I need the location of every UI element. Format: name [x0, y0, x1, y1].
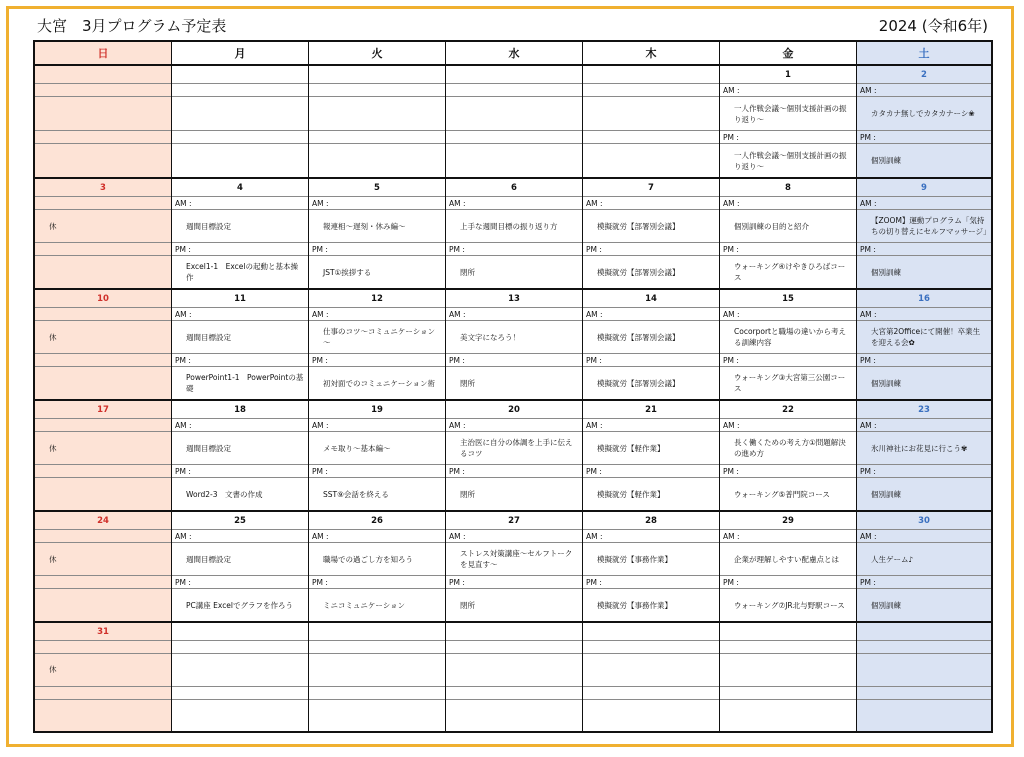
am-program: 模擬就労【軽作業】	[583, 432, 719, 465]
date-number: 9	[857, 179, 991, 197]
pm-label: PM :	[172, 243, 308, 256]
date-number	[857, 623, 991, 641]
date-number: 29	[720, 512, 856, 530]
date-number: 19	[309, 401, 445, 419]
am-program	[720, 654, 856, 687]
pm-program: ミニコミュニケーション	[323, 600, 406, 610]
day-cell	[309, 66, 445, 179]
pm-label: PM :	[446, 243, 582, 256]
am-program: 【ZOOM】運動プログラム「気持ちの切り替えにセルフマッサージ」	[857, 210, 991, 243]
am-label: AM :	[446, 197, 582, 210]
day-column	[445, 42, 582, 731]
date-number: 17	[35, 401, 171, 419]
day-cell	[35, 66, 171, 179]
am-program: 主治医に自分の体調を上手に伝えるコツ	[446, 432, 582, 465]
pm-program	[720, 700, 856, 732]
am-label	[857, 641, 991, 654]
am-label: AM :	[309, 308, 445, 321]
pm-program: 模擬就労【事務作業】	[597, 600, 672, 610]
day-cell	[309, 512, 445, 623]
date-number: 13	[446, 290, 582, 308]
am-label	[35, 197, 171, 210]
pm-program	[35, 478, 171, 510]
am-label	[35, 530, 171, 543]
pm-label: PM :	[309, 465, 445, 478]
pm-program: Excel1-1 Excelの起動と基本操作	[186, 262, 298, 282]
date-number: 31	[35, 623, 171, 641]
pm-program: SST⑨会話を終える	[323, 489, 389, 499]
am-label: AM :	[172, 308, 308, 321]
day-cell	[35, 623, 171, 731]
pm-label	[446, 687, 582, 700]
date-number	[720, 623, 856, 641]
date-number: 18	[172, 401, 308, 419]
pm-program	[583, 700, 719, 732]
day-cell	[446, 401, 582, 512]
am-label: AM :	[857, 419, 991, 432]
pm-program: 個別訓練	[871, 489, 901, 499]
pm-label: PM :	[857, 465, 991, 478]
pm-program: ウォーキング③大宮第三公園コース	[734, 373, 846, 393]
day-cell	[446, 179, 582, 290]
am-label	[446, 84, 582, 97]
day-cell	[583, 512, 719, 623]
pm-program: ウォーキング⑦JR北与野駅コース	[734, 600, 845, 610]
date-number	[583, 66, 719, 84]
pm-program	[583, 144, 719, 177]
am-program: 企業が理解しやすい配慮点とは	[720, 543, 856, 576]
day-column	[582, 42, 719, 731]
calendar-grid	[33, 40, 993, 733]
pm-label: PM :	[446, 465, 582, 478]
am-label	[35, 419, 171, 432]
pm-label: PM :	[172, 465, 308, 478]
day-column	[308, 42, 445, 731]
pm-program: JST①挨拶する	[323, 267, 372, 277]
am-program: 模擬就労【部署別会議】	[583, 210, 719, 243]
am-label: AM :	[172, 530, 308, 543]
am-label: AM :	[583, 530, 719, 543]
pm-program: 閉所	[460, 489, 475, 499]
am-program	[446, 654, 582, 687]
am-label	[35, 308, 171, 321]
day-cell	[35, 401, 171, 512]
day-cell	[583, 66, 719, 179]
weekday-header: 水	[446, 42, 582, 66]
pm-label	[35, 354, 171, 367]
date-number: 1	[720, 66, 856, 84]
pm-label: PM :	[857, 576, 991, 589]
am-program	[857, 654, 991, 687]
pm-program: 模擬就労【軽作業】	[597, 489, 665, 499]
pm-label: PM :	[857, 354, 991, 367]
date-number	[309, 66, 445, 84]
day-cell	[857, 290, 991, 401]
day-cell	[720, 290, 856, 401]
am-program	[172, 654, 308, 687]
day-column	[35, 42, 171, 731]
date-number: 3	[35, 179, 171, 197]
am-label: AM :	[720, 530, 856, 543]
date-number: 6	[446, 179, 582, 197]
am-program: Cocorportと職場の違いから考える訓練内容	[720, 321, 856, 354]
pm-program: 閉所	[460, 378, 475, 388]
am-label: AM :	[446, 419, 582, 432]
pm-program: 模擬就労【部署別会議】	[597, 378, 680, 388]
date-number: 30	[857, 512, 991, 530]
am-program: 職場での過ごし方を知ろう	[309, 543, 445, 576]
date-number: 25	[172, 512, 308, 530]
date-number: 22	[720, 401, 856, 419]
am-label: AM :	[446, 530, 582, 543]
pm-label	[172, 687, 308, 700]
am-label	[583, 84, 719, 97]
pm-program	[35, 144, 171, 177]
pm-label	[583, 131, 719, 144]
pm-label: PM :	[583, 465, 719, 478]
day-cell	[35, 179, 171, 290]
day-cell	[172, 401, 308, 512]
pm-program: 個別訓練	[871, 600, 901, 610]
day-cell	[309, 401, 445, 512]
page-title: 大宮 3月プログラム予定表	[37, 17, 227, 35]
am-label: AM :	[583, 308, 719, 321]
am-program	[583, 654, 719, 687]
date-number: 23	[857, 401, 991, 419]
date-number: 26	[309, 512, 445, 530]
day-cell	[720, 401, 856, 512]
pm-label: PM :	[172, 354, 308, 367]
pm-program: 閉所	[460, 267, 475, 277]
day-cell	[172, 179, 308, 290]
day-cell	[583, 401, 719, 512]
date-number: 20	[446, 401, 582, 419]
pm-label: PM :	[583, 576, 719, 589]
am-program: ストレス対策講座～セルフトークを見直す～	[446, 543, 582, 576]
pm-label: PM :	[720, 465, 856, 478]
pm-label	[583, 687, 719, 700]
date-number: 8	[720, 179, 856, 197]
pm-program: ウォーキング⑤普門院コース	[734, 489, 830, 499]
date-number	[35, 66, 171, 84]
day-cell	[857, 623, 991, 731]
day-column	[719, 42, 856, 731]
day-cell	[720, 512, 856, 623]
pm-program: 一人作戦会議～個別支援計画の振り返り～	[734, 150, 847, 171]
am-program: 週間目標設定	[172, 321, 308, 354]
date-number: 7	[583, 179, 719, 197]
am-label: AM :	[172, 197, 308, 210]
am-label: AM :	[309, 419, 445, 432]
year-label: 2024 (令和6年)	[878, 17, 988, 35]
weekday-header: 金	[720, 42, 856, 66]
am-label: AM :	[720, 308, 856, 321]
date-number	[172, 66, 308, 84]
am-label	[172, 84, 308, 97]
am-label: AM :	[309, 530, 445, 543]
am-program: 美文字になろう！	[446, 321, 582, 354]
date-number	[309, 623, 445, 641]
pm-label	[446, 131, 582, 144]
date-number	[446, 623, 582, 641]
am-label: AM :	[857, 308, 991, 321]
day-cell	[583, 179, 719, 290]
pm-program: ウォーキング④けやきひろばコース	[734, 262, 846, 282]
pm-label	[309, 131, 445, 144]
pm-label	[309, 687, 445, 700]
weekday-header: 日	[35, 42, 171, 66]
date-number: 5	[309, 179, 445, 197]
am-program	[309, 654, 445, 687]
closed-label: 休	[35, 543, 171, 576]
pm-label: PM :	[172, 576, 308, 589]
am-program	[583, 97, 719, 131]
pm-program	[35, 700, 171, 732]
am-label: AM :	[172, 419, 308, 432]
pm-program	[446, 700, 582, 732]
day-cell	[309, 290, 445, 401]
pm-program	[35, 589, 171, 621]
day-cell	[446, 66, 582, 179]
date-number: 16	[857, 290, 991, 308]
pm-label: PM :	[720, 354, 856, 367]
day-cell	[857, 179, 991, 290]
am-label	[35, 641, 171, 654]
am-label	[172, 641, 308, 654]
pm-label: PM :	[583, 354, 719, 367]
am-program: 一人作戦会議～個別支援計画の振り返り～	[720, 97, 856, 131]
day-cell	[446, 623, 582, 731]
day-cell	[172, 623, 308, 731]
date-number	[172, 623, 308, 641]
pm-label: PM :	[720, 576, 856, 589]
pm-program: 模擬就労【部署別会議】	[597, 267, 680, 277]
pm-program	[857, 700, 991, 732]
date-number: 24	[35, 512, 171, 530]
am-label: AM :	[720, 84, 856, 97]
am-label	[35, 84, 171, 97]
pm-program: Word2-3 文書の作成	[186, 489, 263, 499]
pm-label: PM :	[583, 243, 719, 256]
pm-label: PM :	[309, 354, 445, 367]
day-cell	[309, 623, 445, 731]
pm-program	[446, 144, 582, 177]
pm-program: 個別訓練	[871, 378, 901, 388]
closed-label: 休	[35, 210, 171, 243]
day-cell	[583, 623, 719, 731]
date-number: 27	[446, 512, 582, 530]
pm-label	[172, 131, 308, 144]
am-label: AM :	[583, 197, 719, 210]
pm-program: PowerPoint1-1 PowerPointの基礎	[186, 373, 304, 393]
closed-label: 休	[35, 654, 171, 687]
pm-program	[35, 256, 171, 288]
date-number: 4	[172, 179, 308, 197]
pm-label	[720, 687, 856, 700]
pm-label: PM :	[446, 354, 582, 367]
date-number: 12	[309, 290, 445, 308]
day-cell	[857, 401, 991, 512]
pm-label: PM :	[309, 576, 445, 589]
pm-label	[35, 687, 171, 700]
date-number: 28	[583, 512, 719, 530]
am-program: 人生ゲーム♪	[857, 543, 991, 576]
pm-label	[35, 243, 171, 256]
day-column	[856, 42, 991, 731]
am-program: 週間目標設定	[172, 543, 308, 576]
pm-program	[309, 144, 445, 177]
pm-label	[35, 131, 171, 144]
pm-label	[35, 576, 171, 589]
weekday-header: 土	[857, 42, 991, 66]
am-program	[309, 97, 445, 131]
am-label	[720, 641, 856, 654]
am-label: AM :	[720, 419, 856, 432]
am-label: AM :	[446, 308, 582, 321]
day-column	[171, 42, 308, 731]
pm-label	[35, 465, 171, 478]
am-label: AM :	[857, 197, 991, 210]
weekday-header: 木	[583, 42, 719, 66]
am-program: 週間目標設定	[172, 210, 308, 243]
pm-program	[172, 144, 308, 177]
date-number: 11	[172, 290, 308, 308]
am-label	[309, 641, 445, 654]
pm-label	[857, 687, 991, 700]
closed-label: 休	[35, 432, 171, 465]
pm-label: PM :	[720, 243, 856, 256]
am-program	[172, 97, 308, 131]
pm-program: 閉所	[460, 600, 475, 610]
am-program: 上手な週間目標の振り返り方	[446, 210, 582, 243]
day-cell	[309, 179, 445, 290]
pm-label: PM :	[446, 576, 582, 589]
day-cell	[446, 512, 582, 623]
day-cell	[35, 512, 171, 623]
am-program: カタカナ無しでカタカナーシ❀	[857, 97, 991, 131]
am-program: 大宮第2Officeにて開催！卒業生を迎える会✿	[857, 321, 991, 354]
weekday-header: 月	[172, 42, 308, 66]
date-number: 21	[583, 401, 719, 419]
am-label	[309, 84, 445, 97]
day-cell	[172, 290, 308, 401]
day-cell	[720, 623, 856, 731]
pm-program	[172, 700, 308, 732]
day-cell	[172, 512, 308, 623]
day-cell	[446, 290, 582, 401]
date-number	[583, 623, 719, 641]
am-label	[583, 641, 719, 654]
pm-program: 初対面でのコミュニケーション術	[323, 378, 436, 388]
pm-label: PM :	[309, 243, 445, 256]
am-program: 個別訓練の目的と紹介	[720, 210, 856, 243]
am-label: AM :	[309, 197, 445, 210]
am-program: 仕事のコツ～コミュニケーション～	[309, 321, 445, 354]
am-program: 報連相～遅刻・休み編～	[309, 210, 445, 243]
am-label: AM :	[583, 419, 719, 432]
pm-program: PC講座 Excelでグラフを作ろう	[186, 600, 294, 610]
day-cell	[583, 290, 719, 401]
am-program	[35, 97, 171, 131]
am-program: メモ取り～基本編～	[309, 432, 445, 465]
pm-program	[35, 367, 171, 399]
pm-program: 個別訓練	[871, 156, 901, 165]
date-number: 14	[583, 290, 719, 308]
date-number: 10	[35, 290, 171, 308]
pm-program: 個別訓練	[871, 267, 901, 277]
day-cell	[720, 179, 856, 290]
am-label: AM :	[857, 530, 991, 543]
am-program: 氷川神社にお花見に行こう✾	[857, 432, 991, 465]
day-cell	[172, 66, 308, 179]
day-cell	[35, 290, 171, 401]
closed-label: 休	[35, 321, 171, 354]
date-number: 15	[720, 290, 856, 308]
am-program	[446, 97, 582, 131]
day-cell	[857, 512, 991, 623]
day-cell	[857, 66, 991, 179]
am-program: 模擬就労【部署別会議】	[583, 321, 719, 354]
date-number	[446, 66, 582, 84]
pm-label: PM :	[720, 131, 856, 144]
weekday-header: 火	[309, 42, 445, 66]
pm-label: PM :	[857, 131, 991, 144]
am-program: 週間目標設定	[172, 432, 308, 465]
am-label	[446, 641, 582, 654]
am-label: AM :	[720, 197, 856, 210]
pm-label: PM :	[857, 243, 991, 256]
am-program: 模擬就労【事務作業】	[583, 543, 719, 576]
am-label: AM :	[857, 84, 991, 97]
pm-program	[309, 700, 445, 732]
day-cell	[720, 66, 856, 179]
date-number: 2	[857, 66, 991, 84]
am-program: 長く働くための考え方①問題解決の進め方	[720, 432, 856, 465]
